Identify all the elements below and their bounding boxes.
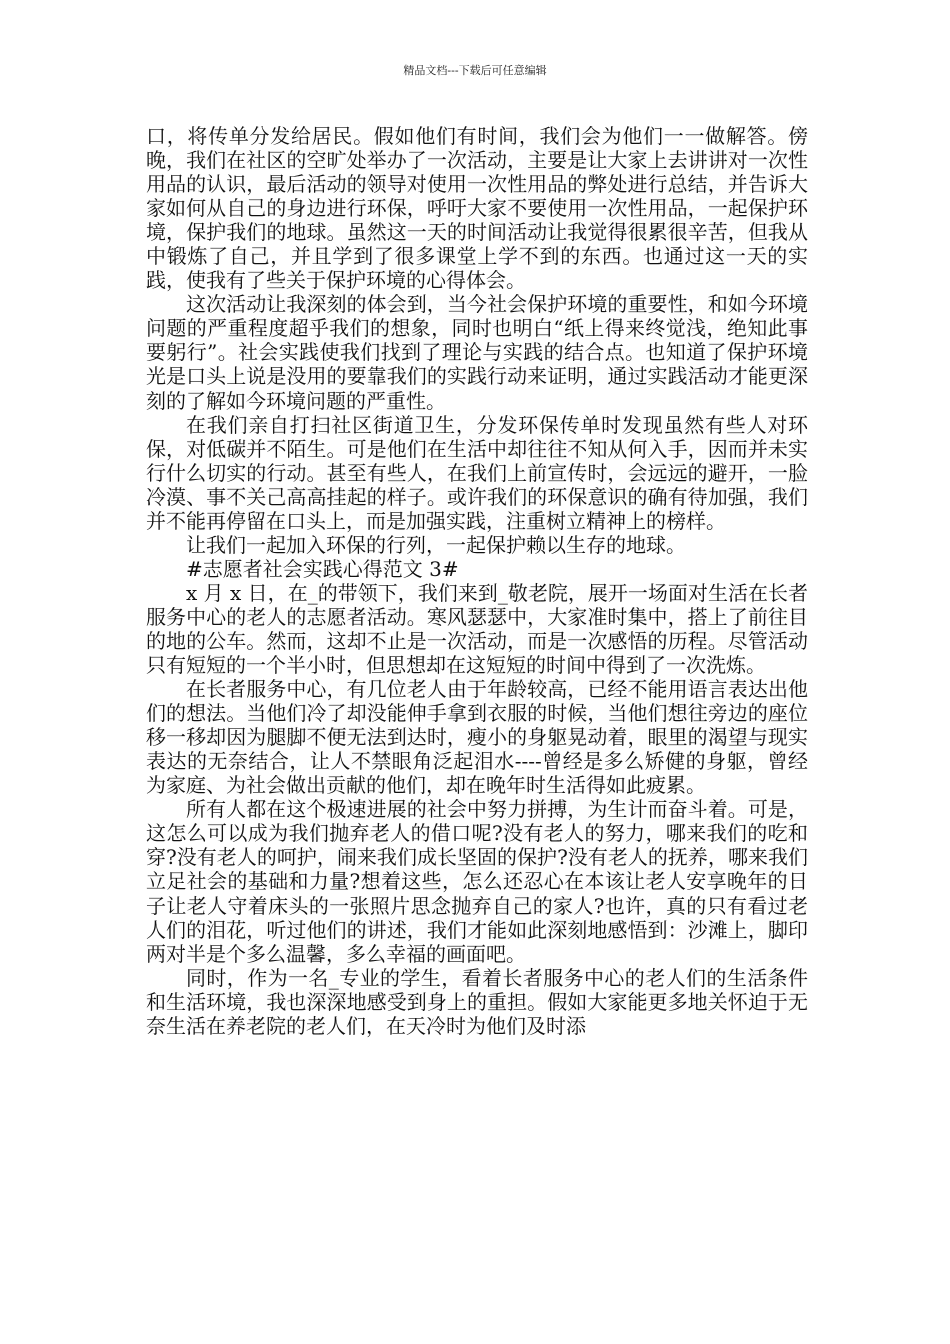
document-body bbox=[146, 124, 808, 1038]
paragraph-2: 这次活动让我深刻的体会到，当今社会保护环境的重要性，和如今环境问题的严重程度超乎我们的想象，同时也明白“纸上得来终觉浅，绝知此事要躬行”。社会实践使我们找到了理论与实践的结合点。也知道了保护环境光是口头上说是没用的要靠我们的实践行动来证明，通过实践活动才能更深刻的了解如今环境问题的严重性。 bbox=[146, 292, 808, 413]
paragraph-5: x 月 x 日，在_的带领下，我们来到_敬老院，展开一场面对生活在长者服务中心的老人的志愿者活动。寒风瑟瑟中，大家准时集中，搭上了前往目的地的公车。然而，这却不止是一次活动，而是一次感悟的历程。尽管活动只有短短的一个半小时，但思想却在这短短的时间中得到了一次洗炼。 bbox=[146, 580, 808, 678]
paragraph-3: 在我们亲自打扫社区街道卫生，分发环保传单时发现虽然有些人对环保，对低碳并不陌生。可是他们在生活中却往往不知从何入手，因而并未实行什么切实的行动。甚至有些人，在我们上前宣传时，会远远的避开，一脸冷漠、事不关己高高挂起的样子。或许我们的环保意识的确有待加强，我们并不能再停留在口头上，而是加强实践，注重树立精神上的榜样。 bbox=[146, 412, 808, 533]
section-heading: #志愿者社会实践心得范文 3# bbox=[186, 556, 459, 581]
paragraph-4: 让我们一起加入环保的行列，一起保护赖以生存的地球。 bbox=[186, 532, 686, 557]
paragraph-8: 同时，作为一名_专业的学生，看着长者服务中心的老人们的生活条件和生活环境，我也深深地感受到身上的重担。假如大家能更多地关怀迫于无奈生活在养老院的老人们，在天冷时为他们及时添 bbox=[146, 965, 808, 1038]
paragraph-1: 口，将传单分发给居民。假如他们有时间，我们会为他们一一做解答。傍晚，我们在社区的空旷处举办了一次活动，主要是让大家上去讲讲对一次性用品的认识，最后活动的领导对使用一次性用品的弊处进行总结，并告诉大家如何从自己的身边进行环保，呼吁大家不要使用一次性用品，一起保护环境，保护我们的地球。虽然这一天的时间活动让我觉得很累很辛苦，但我从中锻炼了自己，并且学到了很多课堂上学不到的东西。也通过这一天的实践，使我有了些关于保护环境的心得体会。 bbox=[146, 124, 808, 293]
paragraph-6: 在长者服务中心，有几位老人由于年龄较高，已经不能用语言表达出他们的想法。当他们冷了却没能伸手拿到衣服的时候，当他们想往旁边的座位移一移却因为腿脚不便无法到达时，瘦小的身躯晃动着，眼里的渴望与现实表达的无奈结合，让人不禁眼角泛起泪水----曾经是多么矫健的身躯，曾经为家庭、为社会做出贡献的他们，却在晚年时生活得如此疲累。 bbox=[146, 677, 808, 798]
paragraph-7: 所有人都在这个极速进展的社会中努力拼搏，为生计而奋斗着。可是，这怎么可以成为我们抛弃老人的借口呢?没有老人的努力，哪来我们的吃和穿?没有老人的呵护，闹来我们成长坚固的保护?没有老人的抚养，哪来我们立足社会的基础和力量?想着这些，怎么还忍心在本该让老人安享晚年的日子让老人守着床头的一张照片思念抛弃自己的家人?也许，真的只有看过老人们的泪花，听过他们的讲述，我们才能如此深刻地感悟到：沙滩上，脚印两对半是个多么温馨，多么幸福的画面吧。 bbox=[146, 797, 808, 966]
page-header: 精品文档---下载后可任意编辑 bbox=[403, 64, 547, 77]
